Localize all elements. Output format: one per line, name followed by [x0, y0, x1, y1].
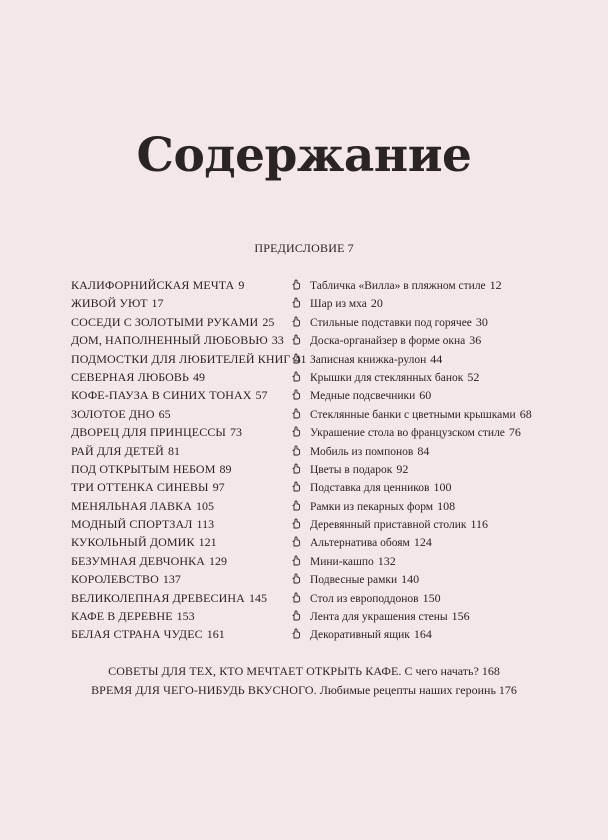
- story-item: [71, 607, 286, 625]
- story-item: [71, 276, 286, 294]
- story-page: 137: [162, 572, 181, 587]
- hand-icon: [291, 389, 301, 400]
- story-title: ВЕЛИКОЛЕПНАЯ ДРЕВЕСИНА: [71, 590, 245, 605]
- page-title: Содержание: [136, 128, 472, 183]
- craft-title: Подставка для ценников: [310, 482, 430, 495]
- hand-icon: [291, 610, 301, 621]
- story-title: ДОМ, НАПОЛНЕННЫЙ ЛЮБОВЬЮ: [71, 333, 268, 348]
- story-item: [71, 625, 286, 643]
- hand-icon: [291, 426, 301, 437]
- story-page: 65: [158, 406, 171, 421]
- story-page: 17: [151, 296, 164, 311]
- recipes-page: 176: [498, 683, 517, 697]
- story-page: 153: [176, 609, 195, 624]
- craft-title: Шар из мха: [310, 298, 367, 311]
- craft-page: 30: [475, 314, 488, 329]
- craft-page: 150: [422, 590, 441, 605]
- story-page: 41: [294, 351, 307, 366]
- craft-item: [291, 442, 591, 460]
- story-title: КОФЕ-ПАУЗА В СИНИХ ТОНАХ: [71, 388, 252, 403]
- craft-item: [291, 497, 591, 515]
- hand-icon: [291, 463, 301, 474]
- story-item: [71, 478, 286, 496]
- story-item: [71, 589, 286, 607]
- craft-item: [291, 552, 591, 570]
- craft-page: 164: [413, 627, 432, 642]
- craft-title: Табличка «Вилла» в пляжном стиле: [310, 280, 486, 292]
- craft-page: 84: [417, 443, 430, 458]
- story-title: МОДНЫЙ СПОРТЗАЛ: [71, 517, 193, 532]
- craft-page: 36: [469, 333, 482, 348]
- craft-title: Крышки для стеклянных банок: [310, 371, 464, 384]
- story-item: [71, 515, 286, 533]
- story-item: [71, 386, 286, 404]
- craft-title: Альтернатива обоям: [310, 537, 410, 550]
- story-page: 49: [193, 369, 206, 384]
- story-item: [71, 313, 286, 331]
- craft-item: [291, 625, 591, 643]
- story-item: [71, 294, 286, 312]
- story-page: 105: [196, 498, 215, 513]
- cafe-tips-caps: СОВЕТЫ ДЛЯ ТЕХ, КТО МЕЧТАЕТ ОТКРЫТЬ КАФЕ.: [108, 664, 402, 678]
- story-item: [71, 423, 286, 441]
- craft-page: 20: [370, 296, 383, 311]
- story-title: ТРИ ОТТЕНКА СИНЕВЫ: [71, 480, 209, 495]
- story-page: 161: [206, 627, 225, 642]
- story-title: ЗОЛОТОЕ ДНО: [71, 406, 155, 421]
- story-title: ПОД ОТКРЫТЫМ НЕБОМ: [71, 461, 216, 476]
- craft-item: [291, 405, 591, 423]
- stories-list: [71, 276, 307, 644]
- hand-icon: [291, 297, 301, 308]
- story-title: БЕЗУМНАЯ ДЕВЧОНКА: [71, 553, 206, 568]
- craft-title: Стол из европоддонов: [310, 592, 419, 605]
- cafe-tips-entry: [0, 664, 608, 679]
- story-page: 121: [198, 535, 217, 550]
- craft-item: [291, 313, 591, 331]
- craft-item: [291, 331, 591, 349]
- craft-title: Мобиль из помпонов: [310, 445, 414, 458]
- craft-title: Стильные подставки под горячее: [310, 316, 472, 329]
- story-page: 81: [167, 443, 180, 458]
- craft-title: Медные подсвечники: [310, 390, 416, 403]
- craft-title: Лента для украшения стены: [310, 611, 448, 624]
- craft-title: Мини-кашпо: [310, 555, 374, 568]
- story-item: [71, 442, 286, 460]
- story-page: 57: [255, 388, 268, 403]
- craft-item: [291, 607, 591, 625]
- story-page: 73: [230, 425, 242, 440]
- story-item: [71, 405, 286, 423]
- story-title: КОРОЛЕВСТВО: [71, 572, 159, 587]
- craft-title: Стеклянные банки с цветными крышками: [310, 408, 516, 421]
- story-title: ДВОРЕЦ ДЛЯ ПРИНЦЕССЫ: [71, 425, 226, 440]
- story-page: 113: [196, 517, 215, 532]
- craft-item: [291, 478, 591, 496]
- hand-icon: [291, 628, 301, 639]
- story-item: [71, 497, 286, 515]
- story-item: [71, 368, 286, 386]
- hand-icon: [291, 573, 301, 584]
- craft-page: 68: [519, 406, 532, 421]
- recipes-caps: ВРЕМЯ ДЛЯ ЧЕГО-НИБУДЬ ВКУСНОГО.: [91, 683, 317, 697]
- story-title: КАФЕ В ДЕРЕВНЕ: [71, 609, 173, 624]
- craft-page: 116: [470, 517, 488, 532]
- cafe-tips-page: 168: [481, 664, 500, 678]
- craft-page: 156: [451, 609, 470, 624]
- craft-page: 52: [467, 369, 480, 384]
- craft-title: Подвесные рамки: [310, 574, 398, 587]
- hand-icon: [291, 371, 301, 382]
- craft-page: 44: [430, 351, 443, 366]
- story-title: МЕНЯЛЬНАЯ ЛАВКА: [71, 498, 193, 513]
- story-page: 25: [262, 314, 275, 329]
- story-page: 145: [248, 590, 267, 605]
- story-item: [71, 331, 286, 349]
- hand-icon: [291, 334, 301, 345]
- craft-item: [291, 386, 591, 404]
- story-title: ЖИВОЙ УЮТ: [71, 296, 148, 311]
- story-title: СОСЕДИ С ЗОЛОТЫМИ РУКАМИ: [71, 314, 259, 329]
- hand-icon: [291, 500, 301, 511]
- craft-page: 108: [437, 498, 456, 513]
- hand-icon: [291, 445, 301, 456]
- craft-page: 100: [433, 480, 452, 495]
- story-title: ПОДМОСТКИ ДЛЯ ЛЮБИТЕЛЕЙ КНИГ: [71, 351, 291, 366]
- craft-title: Декоративный ящик: [310, 629, 410, 642]
- story-title: КАЛИФОРНИЙСКАЯ МЕЧТА: [71, 278, 235, 292]
- story-item: [71, 552, 286, 570]
- recipes-rest: Любимые рецепты наших героинь: [319, 683, 496, 697]
- craft-page: 140: [401, 572, 420, 587]
- craft-page: 12: [489, 278, 502, 292]
- craft-item: [291, 350, 591, 368]
- story-item: [71, 533, 286, 551]
- story-page: 33: [271, 333, 284, 348]
- craft-item: [291, 533, 591, 551]
- hand-icon: [291, 481, 301, 492]
- story-title: СЕВЕРНАЯ ЛЮБОВЬ: [71, 369, 190, 384]
- craft-title: Рамки из пекарных форм: [310, 500, 434, 513]
- craft-page: 92: [396, 461, 409, 476]
- recipes-entry: [0, 683, 608, 698]
- story-page: 9: [238, 278, 245, 292]
- hand-icon: [291, 592, 301, 603]
- story-item: [71, 460, 286, 478]
- craft-page: 132: [377, 553, 396, 568]
- hand-icon: [291, 316, 301, 327]
- craft-title: Украшение стола во французском стиле: [310, 427, 505, 440]
- story-page: 129: [209, 553, 228, 568]
- hand-icon: [291, 555, 301, 566]
- craft-title: Доска-органайзер в форме окна: [310, 335, 466, 348]
- craft-page: 124: [413, 535, 432, 550]
- hand-icon: [291, 408, 301, 419]
- craft-page: 76: [508, 425, 521, 440]
- preface-label: ПРЕДИСЛОВИЕ: [254, 241, 345, 255]
- craft-item: [291, 294, 591, 312]
- hand-icon: [291, 518, 301, 529]
- story-item: [71, 570, 286, 588]
- craft-item: [291, 460, 591, 478]
- craft-item: [291, 368, 591, 386]
- hand-icon: [291, 353, 301, 364]
- story-page: 89: [219, 461, 232, 476]
- craft-item: [291, 515, 591, 533]
- hand-icon: [291, 279, 301, 290]
- story-page: 97: [212, 480, 225, 495]
- cafe-tips-rest: С чего начать?: [404, 664, 479, 678]
- craft-page: 60: [419, 388, 432, 403]
- story-title: БЕЛАЯ СТРАНА ЧУДЕС: [71, 627, 203, 642]
- craft-item: [291, 589, 591, 607]
- hand-icon: [291, 536, 301, 547]
- story-title: КУКОЛЬНЫЙ ДОМИК: [71, 535, 195, 550]
- preface-page: 7: [347, 241, 354, 255]
- preface-entry: [0, 241, 608, 256]
- craft-title: Цветы в подарок: [310, 463, 393, 476]
- crafts-list: [291, 276, 591, 644]
- craft-title: Деревянный приставной столик: [310, 519, 467, 532]
- craft-item: [291, 423, 591, 441]
- craft-item: [291, 570, 591, 588]
- craft-item: [291, 276, 591, 294]
- story-title: РАЙ ДЛЯ ДЕТЕЙ: [71, 443, 164, 458]
- craft-title: Записная книжка-рулон: [310, 353, 427, 366]
- story-item: [71, 350, 307, 368]
